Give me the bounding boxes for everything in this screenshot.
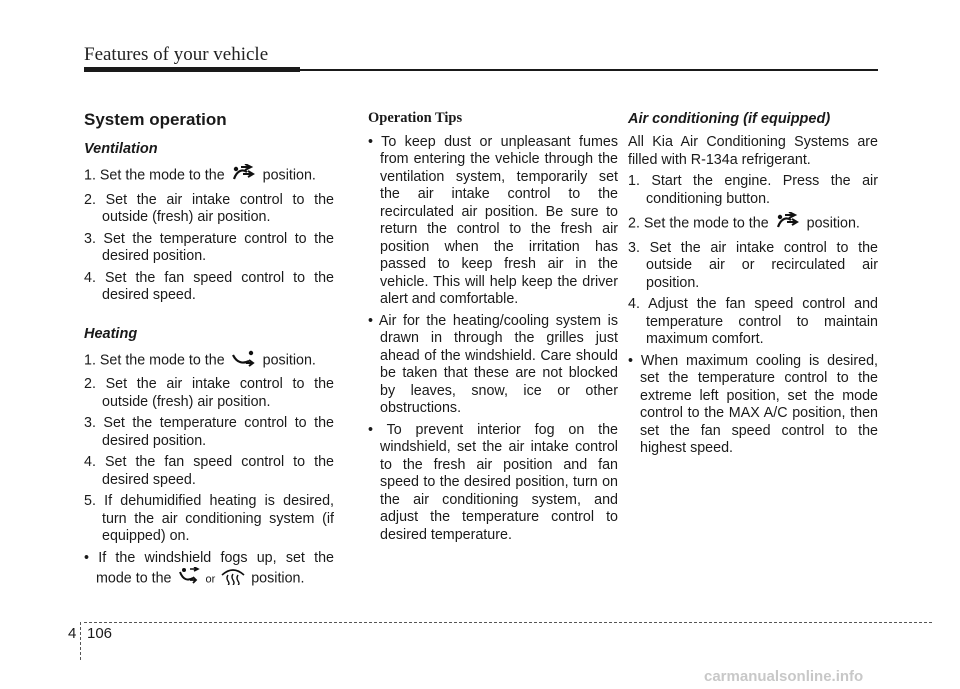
column-right — [628, 110, 878, 462]
ventilation-step-1 — [84, 164, 334, 188]
heating-step-1 — [84, 349, 334, 373]
step-text: 2. Set the mode to the — [628, 215, 769, 232]
column-left — [84, 110, 334, 595]
ventilation-title: Ventilation — [84, 141, 158, 157]
heating-step-3: 3. Set the temperature control to the desired position. — [84, 415, 334, 449]
ac-title: Air conditioning (if equipped) — [628, 111, 831, 127]
header-rule-thin — [300, 69, 878, 71]
watermark: carmanualsonline.info — [704, 668, 864, 685]
heating-title: Heating — [84, 325, 138, 342]
heating-step-4: 4. Set the fan speed control to the desired speed. — [84, 454, 334, 488]
ac-step-1: 1. Start the engine. Press the air conditioning button. — [628, 173, 878, 207]
floor-defrost-mode-icon — [176, 567, 202, 591]
ac-step-3: 3. Set the air intake control to the outside air or recirculated air position. — [628, 239, 878, 291]
ventilation-step-4: 4. Set the fan speed control to the desired speed. — [84, 269, 334, 303]
ac-bullet: • When maximum cooling is desired, set the temperature control to the extreme left position, set the mode control to the MAX A/C position, then set the fan speed control to the highest speed. — [628, 352, 878, 456]
vent-mode-icon — [773, 212, 803, 236]
heating-step-2: 2. Set the air intake control to the outside (fresh) air position. — [84, 376, 334, 410]
ac-intro: All Kia Air Conditioning Systems are filled with R-134a refrigerant. — [628, 134, 878, 168]
step-text: position. — [262, 167, 316, 184]
heating-step-5: 5. If dehumidified heating is desired, turn the air conditioning system (if equipped) on. — [84, 493, 334, 544]
step-text: position. — [806, 215, 860, 232]
footer-rule — [84, 622, 932, 623]
bullet-text: position. — [251, 570, 305, 587]
or-text: or — [205, 573, 216, 586]
ac-step-4: 4. Adjust the fan speed control and temperature control to maintain maximum comfort. — [628, 296, 878, 347]
column-middle — [368, 110, 618, 548]
vent-mode-icon — [229, 164, 259, 188]
footer-divider — [80, 622, 81, 660]
header-rule-thick — [84, 67, 300, 72]
tips-title: Operation Tips — [368, 110, 463, 126]
header-title: Features of your vehicle — [84, 44, 269, 65]
step-text: position. — [262, 352, 316, 369]
heating-bullet — [84, 550, 334, 591]
floor-mode-icon — [229, 349, 259, 373]
chapter-number: 4 — [68, 625, 77, 642]
step-text: 1. Set the mode to the — [84, 352, 225, 369]
bullet-text: • If the windshield fogs up, set the mode to the — [84, 549, 334, 587]
ventilation-step-3: 3. Set the temperature control to the desired position. — [84, 230, 334, 264]
tip-2: • Air for the heating/cooling system is drawn in through the grilles just ahead of the windshield. Care should be taken that these are not blocked by leaves, snow, ice or other obstructions. — [368, 312, 618, 416]
tip-1: • To keep dust or unpleasant fumes from entering the vehicle through the ventilation system, temporarily set the air intake control to the recirculated air position. Be sure to return the control to the fresh air position when the irritation has passed to keep fresh air in the vehicle. This will help keep the driver alert and comfortable. — [368, 133, 618, 307]
section-title: System operation — [84, 110, 227, 129]
tip-3: • To prevent interior fog on the windshield, set the air intake control to the fresh air position and fan speed to the desired position, turn on the air conditioning system, and adjust the temperature control to desired temperature. — [368, 421, 618, 543]
step-text: 1. Set the mode to the — [84, 167, 225, 184]
ac-step-2 — [628, 212, 878, 236]
defrost-icon — [219, 567, 247, 591]
ventilation-step-2: 2. Set the air intake control to the outside (fresh) air position. — [84, 191, 334, 225]
page-number: 106 — [87, 625, 113, 642]
